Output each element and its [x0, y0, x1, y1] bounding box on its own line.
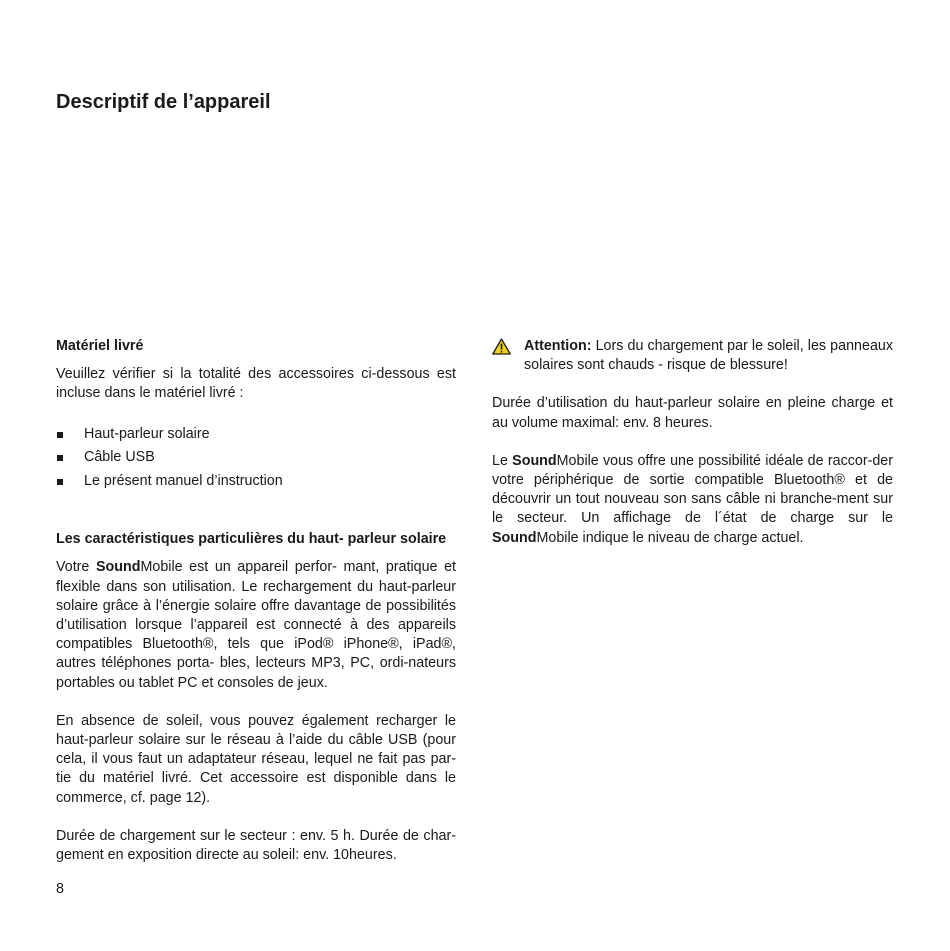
text-run: Mobile indique le niveau de charge actuel. [536, 529, 804, 546]
duree-utilisation: Durée d’utilisation du haut-parleur solaire en pleine charge et au volume maximal: env. 8 heures. [492, 395, 893, 431]
attention-label: Attention: [524, 338, 592, 354]
list-item [56, 446, 456, 470]
brand-name: Sound [95, 559, 141, 576]
square-bullet-icon [57, 455, 63, 461]
attention-text [524, 337, 893, 375]
list-item-label: Haut-parleur solaire [84, 425, 210, 442]
caracteristiques-paragraph-3: Durée de chargement sur le secteur : env. 5 h. Durée de char-gement en exposition directe au soleil: env. 10heures. [56, 827, 456, 863]
square-bullet-icon [57, 432, 63, 438]
text-run: Le [492, 452, 513, 469]
warning-triangle-icon [492, 338, 511, 355]
text-run: Lors du chargement par le soleil, les panneaux solaires sont chauds - risque de blessure! [524, 338, 893, 374]
square-bullet-icon [57, 479, 63, 485]
materiel-heading: Matériel livré [56, 338, 144, 354]
materiel-intro: Veuillez vérifier si la totalité des accessoires ci-dessous est incluse dans le matériel livré : [56, 366, 456, 402]
page-title: Descriptif de l’appareil [56, 91, 271, 113]
list-item-label: Câble USB [84, 449, 155, 466]
text-run: Mobile vous offre une possibilité idéale de raccor-der votre périphérique de sortie compatible Bluetooth® et de découvrir un tout nouveau son sans câble ni branche-ment sur le secteur. Un affichage de l´état de charge sur le [492, 452, 893, 527]
list-item [56, 470, 456, 494]
brand-name: Sound [512, 452, 557, 469]
page-number: 8 [56, 881, 64, 897]
text-run: Votre [56, 559, 96, 576]
list-item-label: Le présent manuel d’instruction [84, 472, 283, 489]
right-column [492, 337, 893, 548]
caracteristiques-paragraph-2: En absence de soleil, vous pouvez également recharger le haut-parleur solaire sur le réseau à l’aide du câble USB (pour cela, il vous faut un adaptateur réseau, lequel ne fait pas par-tie du matériel livré. Cet accessoire est disponible dans le commerce, cf. page 12). [56, 712, 456, 806]
caracteristiques-heading: Les caractéristiques particulières du haut- parleur solaire [56, 531, 447, 548]
materiel-list [56, 423, 456, 494]
left-column [56, 337, 456, 865]
soundmobile-paragraph [492, 452, 893, 548]
attention-notice [492, 337, 893, 375]
caracteristiques-paragraph-1 [56, 558, 456, 692]
list-item [56, 423, 456, 447]
text-run: Mobile est un appareil perfor- mant, pratique et flexible dans son utilisation. Le rechargement du haut-parleur solaire grâce à l’énergie solaire offre davantage de possibilités d’utilisation lorsque l’appareil est connecté à des appareils compatibles Bluetooth®, tels que iPod® iPhone®, iPad®, autres téléphones porta- bles, lecteurs MP3, PC, ordi-nateurs portables ou tablet PC et consoles de jeux. [56, 559, 456, 691]
brand-name: Sound [492, 529, 537, 546]
